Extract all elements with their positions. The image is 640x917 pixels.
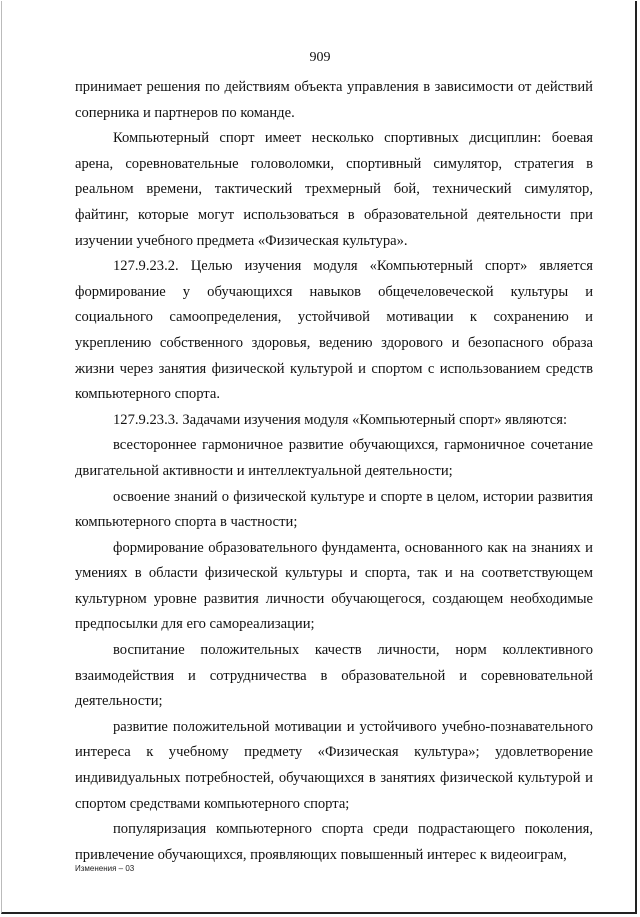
paragraph-7: формирование образовательного фундамента, основанного как на знаниях и умениях в области физической культуры и спорта, так и на соответствующем культурном уровне развития личности обучающегося, создающем необходимые предпосылки для его самореализации;: [75, 539, 593, 633]
paragraph-9: развитие положительной мотивации и устойчивого учебно-познавательного интереса к учебному предмету «Физическая культура»; удовлетворение индивидуальных потребностей, обучающихся в занятиях физической культурой и спортом средствами компьютерного спорта;: [75, 718, 593, 812]
paragraph-2: Компьютерный спорт имеет несколько спортивных дисциплин: боевая арена, соревновательные головоломки, спортивный симулятор, стратегия в реальном времени, тактический трехмерный бой, технический симулятор, файтинг, которые могут использоваться в образовательной деятельности при изучении учебного предмета «Физическая культура».: [75, 130, 593, 249]
paragraph-5: всестороннее гармоничное развитие обучающихся, гармоничное сочетание двигательной активности и интеллектуальной деятельности;: [75, 437, 593, 479]
paragraph-8: воспитание положительных качеств личности, норм коллективного взаимодействия и сотрудничества в образовательной и соревновательной деятельности;: [75, 642, 593, 710]
paragraph-4: 127.9.23.3. Задачами изучения модуля «Компьютерный спорт» являются:: [113, 411, 568, 428]
footer-revision-note: Изменения – 03: [75, 864, 135, 873]
paragraph-3: 127.9.23.2. Целью изучения модуля «Компьютерный спорт» является формирование у обучающихся навыков общечеловеческой культуры и социального самоопределения, устойчивой мотивации к сохранению и укреплению собственного здоровья, ведению здорового и безопасного образа жизни через занятия физической культурой и спортом с использованием средств компьютерного спорта.: [75, 258, 593, 403]
paragraph-6: освоение знаний о физической культуре и спорте в целом, истории развития компьютерного спорта в частности;: [75, 488, 593, 531]
page-number: 909: [309, 50, 331, 65]
paragraph-10: популяризация компьютерного спорта среди подрастающего поколения, привлечение обучающихся, проявляющих повышенный интерес к видеоиграм,: [75, 821, 593, 863]
document-body: [75, 75, 593, 868]
paragraph-1: принимает решения по действиям объекта управления в зависимости от действий соперника и партнеров по команде.: [75, 79, 593, 121]
